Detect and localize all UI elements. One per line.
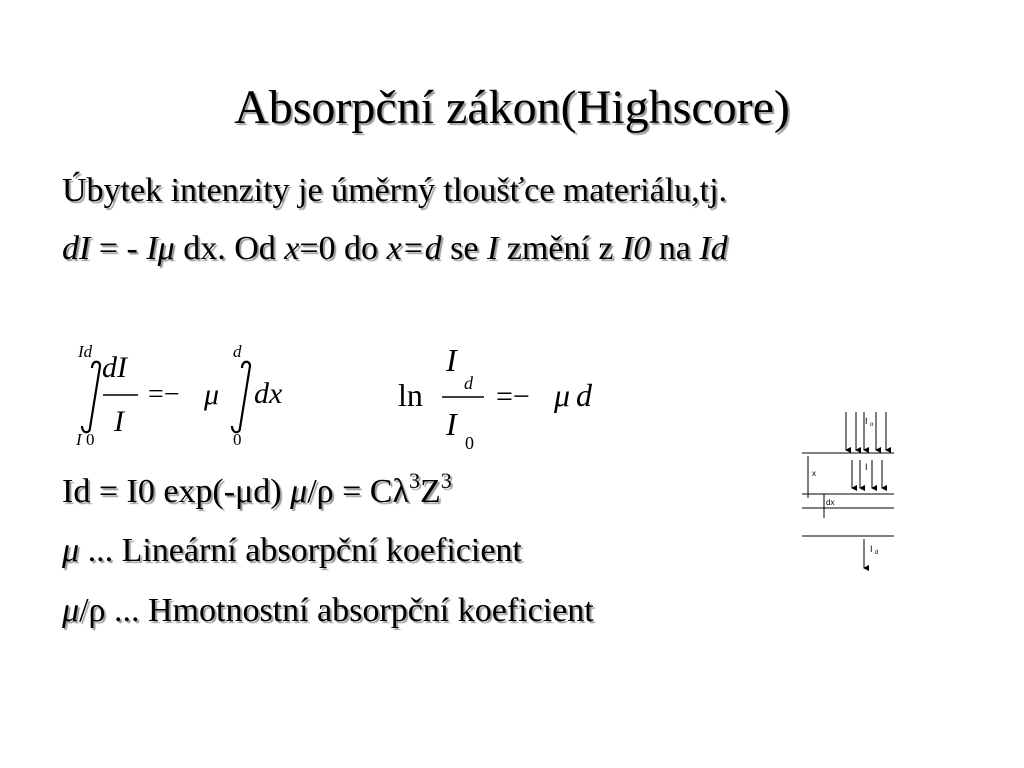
equals-minus-sign: =−: [148, 379, 180, 410]
lower-limit-zero: 0: [86, 430, 95, 449]
zmeni-z-text: změní z: [498, 230, 622, 267]
denominator-subscript-0: 0: [465, 433, 474, 453]
exp-formula-text: Id = I0 exp(-μd): [62, 473, 291, 510]
numerator-subscript-d: d: [464, 373, 473, 393]
superscript-3: 3: [408, 468, 420, 493]
dx-od-text: dx. Od: [174, 230, 285, 267]
denominator-I: I: [446, 406, 457, 442]
equals-minus-text: = -: [90, 230, 147, 267]
mass-coefficient-text: /ρ ... Hmotnostní absorpční koeficient: [79, 592, 594, 629]
absorption-diagram: [798, 406, 898, 578]
ratio-formula-text: /ρ = Cλ: [307, 473, 409, 510]
label-I: I: [865, 462, 868, 472]
se-text: se: [441, 230, 487, 267]
mu-italic-3: μ: [62, 592, 80, 629]
na-text: na: [650, 230, 700, 267]
lower-limit-zero-2: 0: [233, 430, 242, 449]
slide-title: Absorpční zákon(Highscore): [234, 81, 790, 134]
mu-symbol: μ: [204, 378, 220, 411]
I0-term: I0: [621, 230, 651, 267]
label-Id: I: [870, 544, 873, 554]
upper-limit-d: d: [233, 342, 242, 361]
x-term: x: [284, 230, 300, 267]
upper-limit-Id: Id: [78, 342, 93, 361]
fraction-denominator-I: I: [114, 405, 124, 438]
Id-term: Id: [699, 230, 728, 267]
z-text: Z: [419, 473, 441, 510]
label-x: x: [812, 469, 816, 478]
text-line-2: [62, 230, 728, 268]
integral-sign-2: [232, 362, 250, 433]
dI-term: dI: [62, 230, 91, 267]
label-Id-sub: d: [875, 550, 879, 556]
d-symbol: d: [576, 377, 592, 413]
numerator-I: I: [446, 342, 457, 378]
equals-minus-sign-2: =−: [496, 380, 530, 413]
mu-italic-2: μ: [62, 532, 80, 569]
integral-equation: [72, 335, 312, 455]
label-I0: I: [865, 416, 868, 426]
ln-symbol: ln: [398, 377, 423, 413]
integral-sign-1: [82, 362, 100, 433]
fraction-numerator-dI: dI: [102, 351, 127, 384]
text-line-4: [62, 532, 522, 570]
text-line-5: [62, 592, 594, 630]
superscript-3b: 3: [440, 468, 452, 493]
label-I0-sub: o: [870, 422, 874, 428]
dx-symbol: dx: [254, 377, 283, 410]
log-equation: [392, 335, 632, 455]
label-dx: dx: [826, 498, 835, 507]
lower-limit-I: I: [76, 430, 82, 449]
I-mu-term: Iμ: [146, 230, 175, 267]
mu-symbol-2: μ: [554, 377, 571, 413]
text-line-3: [62, 468, 452, 511]
I-term: I: [486, 230, 499, 267]
text-line-1: Úbytek intenzity je úměrný tloušťce materiálu,tj.: [62, 172, 728, 209]
mu-italic: μ: [290, 473, 308, 510]
linear-coefficient-text: ... Lineární absorpční koeficient: [79, 532, 522, 569]
eq0-do-text: =0 do: [299, 230, 387, 267]
x-equals-d-term: x=d: [386, 230, 442, 267]
